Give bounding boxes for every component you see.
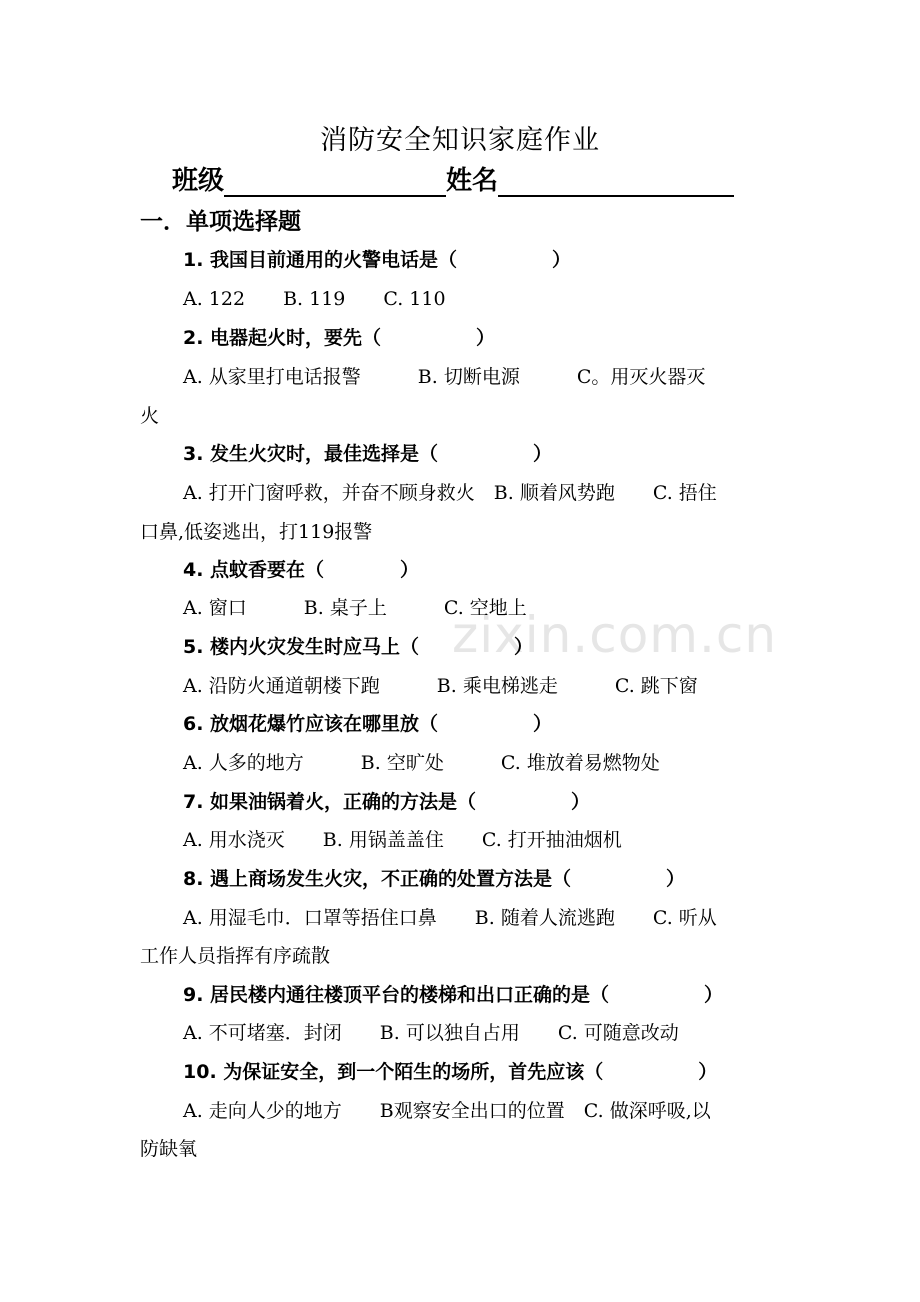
question-6: 6. 放烟花爆竹应该在哪里放（ ） [183,713,553,735]
question-5-options: A. 沿防火通道朝楼下跑 B. 乘电梯逃走 C. 跳下窗 [183,675,698,697]
question-10: 10. 为保证安全，到一个陌生的场所，首先应该（ ） [183,1061,718,1083]
question-4-options: A. 窗口 B. 桌子上 C. 空地上 [183,597,527,619]
question-10-options-cont: 防缺氧 [140,1138,198,1160]
question-9-options: A. 不可堵塞．封闭 B. 可以独自占用 C. 可随意改动 [183,1022,679,1044]
question-2-options: A. 从家里打电话报警 B. 切断电源 C。用灭火器灭 [183,366,706,388]
question-2: 2. 电器起火时，要先（ ） [183,327,496,349]
question-10-options: A. 走向人少的地方 B观察安全出口的位置 C. 做深呼吸,以 [183,1100,711,1122]
question-5: 5. 楼内火灾发生时应马上（ ） [183,636,534,658]
section-title: 一．单项选择题 [140,209,301,235]
question-1: 1. 我国目前通用的火警电话是（ ） [183,249,572,271]
name-blank[interactable] [498,165,734,197]
question-7-options: A. 用水浇灭 B. 用锅盖盖住 C. 打开抽油烟机 [183,829,622,851]
question-8: 8. 遇上商场发生火灾，不正确的处置方法是（ ） [183,868,686,890]
question-7: 7. 如果油锅着火，正确的方法是（ ） [183,791,591,813]
question-8-options-cont: 工作人员指挥有序疏散 [140,945,331,967]
question-2-options-cont: 火 [140,405,160,427]
class-label: 班级 [172,166,225,196]
question-3-options: A. 打开门窗呼救，并奋不顾身救火 B. 顺着风势跑 C. 捂住 [183,482,717,504]
watermark: zixin.com.cn [452,606,778,664]
class-blank[interactable] [224,165,446,197]
student-info-row [172,160,734,197]
question-9: 9. 居民楼内通往楼顶平台的楼梯和出口正确的是（ ） [183,984,724,1006]
question-1-options: A. 122 B. 119 C. 110 [183,288,446,310]
question-6-options: A. 人多的地方 B. 空旷处 C. 堆放着易燃物处 [183,752,660,774]
question-8-options: A. 用湿毛巾．口罩等捂住口鼻 B. 随着人流逃跑 C. 听从 [183,907,717,929]
page-title: 消防安全知识家庭作业 [320,125,600,156]
name-label: 姓名 [446,166,499,196]
question-4: 4. 点蚊香要在（ ） [183,559,420,581]
question-3: 3. 发生火灾时，最佳选择是（ ） [183,443,553,465]
question-3-options-cont: 口鼻,低姿逃出，打119报警 [140,521,373,543]
